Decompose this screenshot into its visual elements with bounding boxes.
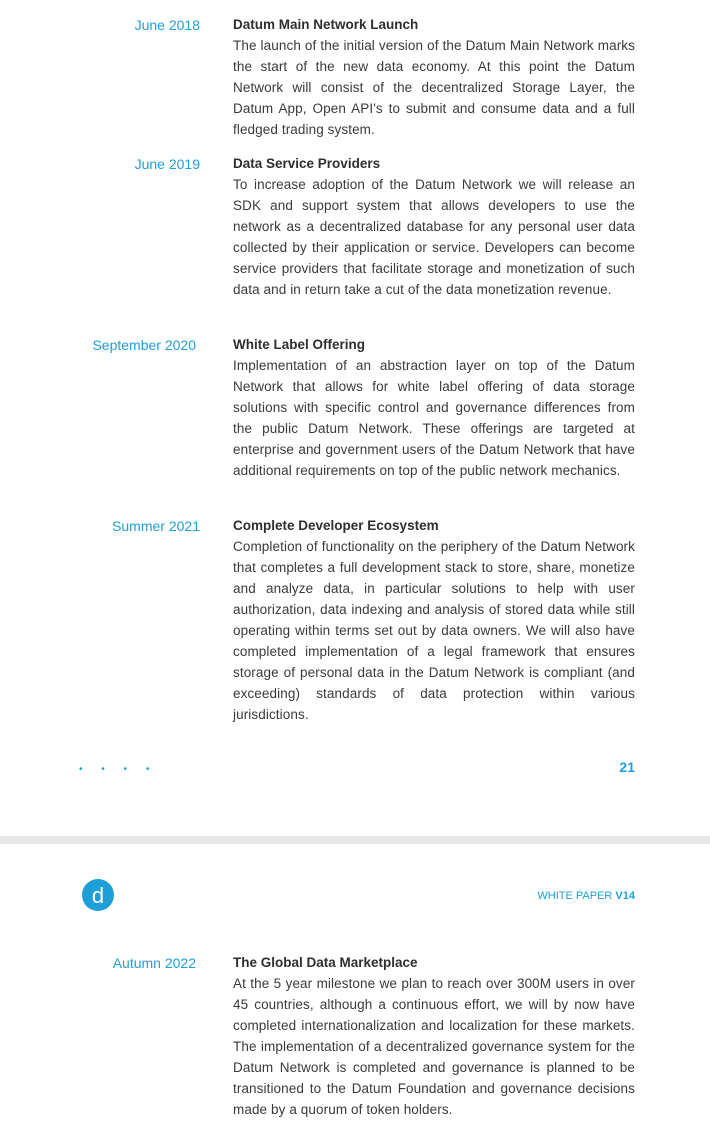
logo-letter: d: [91, 883, 105, 908]
document-header: [537, 889, 635, 903]
entry-body: To increase adoption of the Datum Network we will release an SDK and support system that allows developers to use the network as a decentralized database for any personal user data collected by their application or service. Developers can become service providers that facilitate storage and monetization of such data and in return take a cut of the data monetization revenue.: [233, 177, 635, 297]
entry-title: Complete Developer Ecosystem: [233, 518, 439, 533]
entry-content: [233, 155, 635, 300]
entry-date: June 2018: [134, 17, 200, 33]
entry-date: Summer 2021: [112, 518, 200, 534]
page-number: 21: [619, 759, 635, 775]
entry-content: [233, 16, 635, 140]
entry-body: Completion of functionality on the periphery of the Datum Network that completes a full development stack to store, share, monetize and analyze data, in particular solutions to help with user authorization, data indexing and analysis of stored data while still operating within terms set out by data owners. We will also have completed implementation of a legal framework that ensures storage of personal data in the Datum Network is compliant (and exceeding) standards of data protection within various jurisdictions.: [233, 539, 635, 722]
header-label: WHITE PAPER: [537, 890, 613, 902]
entry-date: September 2020: [92, 337, 196, 353]
entry-body: Implementation of an abstraction layer on top of the Datum Network that allows for white label offering of data storage solutions with specific control and governance differences from the public Datum Network. These offerings are targeted at enterprise and government users of the Datum Network that have additional requirements on top of the public network mechanics.: [233, 358, 635, 478]
header-version: V14: [615, 890, 635, 902]
entry-title: The Global Data Marketplace: [233, 955, 418, 970]
entry-title: White Label Offering: [233, 337, 366, 352]
page-separator: [0, 836, 710, 844]
page-dots-decoration: • • • •: [79, 764, 158, 775]
entry-date: Autumn 2022: [112, 955, 196, 971]
entry-title: Data Service Providers: [233, 156, 381, 171]
entry-content: [233, 336, 635, 481]
entry-date: June 2019: [134, 156, 200, 172]
entry-content: [233, 517, 635, 725]
entry-body: The launch of the initial version of the Datum Main Network marks the start of the new data economy. At this point the Datum Network will consist of the decentralized Storage Layer, the Datum App, Open API's to submit and consume data and a full fledged trading system.: [233, 38, 635, 137]
entry-body: At the 5 year milestone we plan to reach over 300M users in over 45 countries, although a continuous effort, we will by now have completed internationalization and localization for these markets. The implementation of a decentralized governance system for the Datum Network is completed and governance is planned to be transitioned to the Datum Foundation and governance decisions made by a quorum of token holders.: [233, 976, 635, 1117]
datum-logo-icon: [82, 879, 114, 911]
entry-title: Datum Main Network Launch: [233, 17, 419, 32]
entry-content: [233, 954, 635, 1120]
